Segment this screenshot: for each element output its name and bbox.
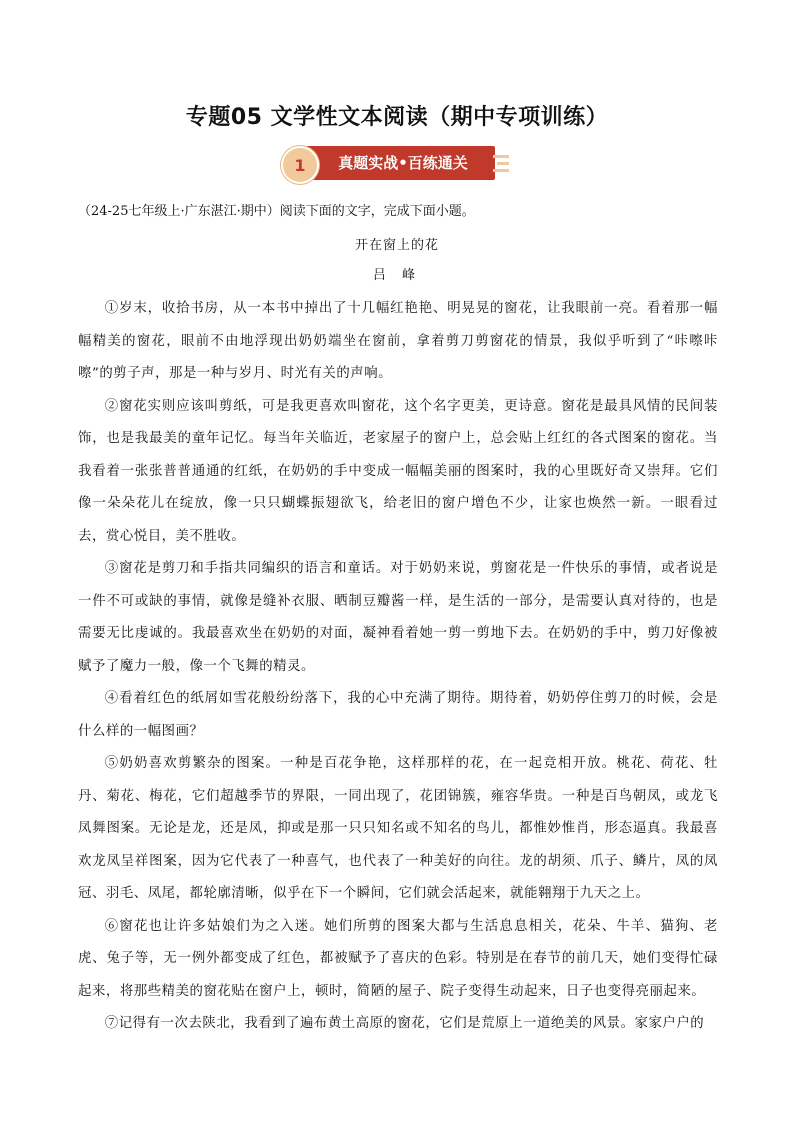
paragraph-5: ⑤奶奶喜欢剪繁杂的图案。一种是百花争艳，这样那样的花，在一起竞相开放。桃花、荷花、牡丹、菊花、梅花，它们超越季节的界限，一同出现了，花团锦簇，雍容华贵。一种是百鸟朝凤，或龙飞凤舞图案。无论是龙，还是凤，抑或是那一只只知名或不知名的鸟儿，都惟妙惟肖，形态逼真。我最喜欢龙凤呈祥图案，因为它代表了一种喜气，也代表了一种美好的向往。龙的胡须、爪子、鳞片，凤的凤冠、羽毛、凤尾，都轮廓清晰，似乎在下一个瞬间，它们就会活起来，就能翱翔于九天之上。 bbox=[78, 756, 718, 901]
banner-decoration-line bbox=[493, 169, 509, 172]
page-title: 专题05 文学性文本阅读（期中专项训练） bbox=[185, 105, 609, 130]
section-number-badge: 1 bbox=[281, 146, 319, 184]
article-title: 开在窗上的花 bbox=[354, 238, 439, 253]
paragraph-2: ②窗花实则应该叫剪纸，可是我更喜欢叫窗花，这个名字更美，更诗意。窗花是最具风情的民间装饰，也是我最美的童年记忆。每当年关临近，老家屋子的窗户上，总会贴上红红的各式图案的窗花。当我看着一张张普普通通的红纸，在奶奶的手中变成一幅幅美丽的图案时，我的心里既好奇又崇拜。它们像一朵朵花儿在绽放，像一只只蝴蝶振翅欲飞，给老旧的窗户增色不少，让家也焕然一新。一眼看过去，赏心悦目，美不胜收。 bbox=[78, 398, 718, 544]
paragraph-3: ③窗花是剪刀和手指共同编织的语言和童话。对于奶奶来说，剪窗花是一件快乐的事情，或者说是一件不可或缺的事情，就像是缝补衣服、晒制豆瓣酱一样，是生活的一部分，是需要认真对待的，也是需要无比虔诚的。我最喜欢坐在奶奶的对面，凝神看着她一剪一剪地下去。在奶奶的手中，剪刀好像被赋予了魔力一般，像一个飞舞的精灵。 bbox=[78, 561, 718, 674]
paragraph-1: ①岁末，收拾书房，从一本书中掉出了十几幅红艳艳、明晃晃的窗花，让我眼前一亮。看着那一幅幅精美的窗花，眼前不由地浮现出奶奶端坐在窗前，拿着剪刀剪窗花的情景，我似乎听到了“咔嚓咔嚓”的剪子声，那是一种与岁月、时光有关的声响。 bbox=[78, 301, 718, 381]
section-banner bbox=[281, 144, 513, 184]
paragraph-7: ⑦记得有一次去陕北，我看到了遍布黄土高原的窗花，它们是荒原上一道绝美的风景。家家户户的 bbox=[104, 1016, 705, 1031]
article-author: 吕 峰 bbox=[372, 268, 422, 283]
paragraph-4: ④看着红色的纸屑如雪花般纷纷落下，我的心中充满了期待。期待着，奶奶停住剪刀的时候，会是什么样的一幅图画？ bbox=[78, 691, 718, 739]
section-label: 真题实战•百练通关 bbox=[338, 154, 468, 172]
question-instruction: （24-25七年级上·广东湛江·期中）阅读下面的文字，完成下面小题。 bbox=[78, 204, 475, 219]
paragraph-6: ⑥窗花也让许多姑娘们为之入迷。她们所剪的图案大都与生活息息相关，花朵、牛羊、猫狗、老虎、兔子等，无一例外都变成了红色，都被赋予了喜庆的色彩。特别是在春节的前几天，她们变得忙碌起来，将那些精美的窗花贴在窗户上，顿时，简陋的屋子、院子变得生动起来，日子也变得亮丽起来。 bbox=[78, 918, 718, 999]
banner-decoration-line bbox=[497, 162, 509, 165]
article-body bbox=[78, 293, 718, 1041]
banner-decoration-line bbox=[493, 155, 509, 158]
